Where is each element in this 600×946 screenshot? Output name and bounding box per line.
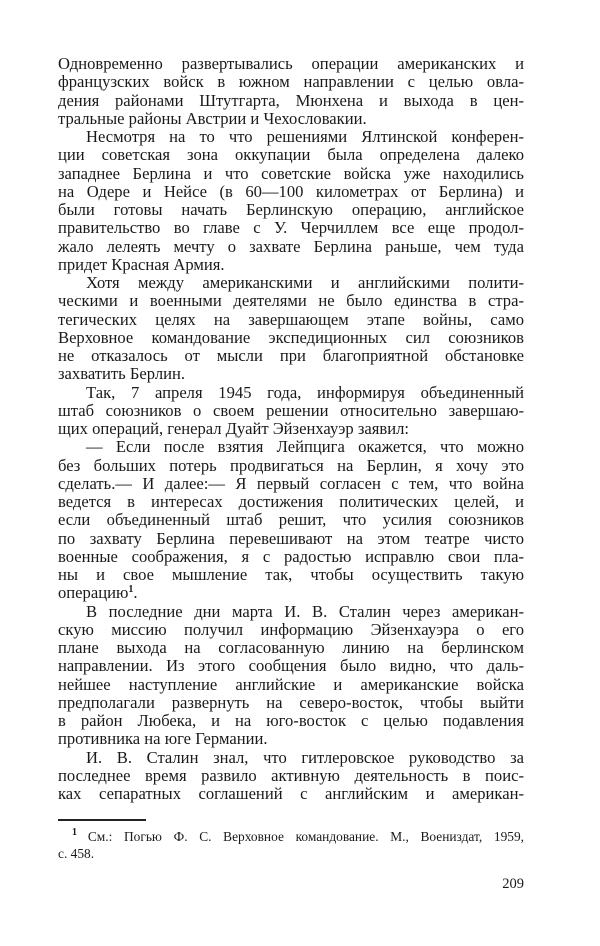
body-text xyxy=(58,55,524,803)
footnote-text: с. 458. xyxy=(58,845,95,861)
text-line xyxy=(58,365,524,383)
text-line xyxy=(58,311,524,329)
line-text: захватить Берлин. xyxy=(58,364,186,384)
line-text: тральные районы Австрии и Чехословакии. xyxy=(58,108,367,128)
text-line xyxy=(58,621,524,639)
footnote-marker: 1 xyxy=(72,827,88,838)
paragraph xyxy=(58,274,524,384)
line-text: нейшее наступление английские и американские войска xyxy=(58,674,524,694)
line-text: ках сепаратных соглашений с английским и американ- xyxy=(58,784,524,803)
sentence-end: . xyxy=(133,583,138,603)
text-line xyxy=(58,767,524,785)
text-line xyxy=(58,749,524,767)
paragraph xyxy=(58,55,524,128)
line-text: без больших потерь продвигаться на Берлин, я хочу это xyxy=(58,455,524,475)
text-line xyxy=(58,292,524,310)
text-line xyxy=(58,110,524,128)
line-text: — Если после взятия Лейпцига окажется, что можно xyxy=(86,437,524,457)
line-text: последнее время развило активную деятельность в поис- xyxy=(58,765,524,785)
line-text: В последние дни марта И. В. Сталин через американ- xyxy=(86,601,524,621)
line-text: дения районами Штутгарта, Мюнхена и выхода в цен- xyxy=(58,90,524,110)
text-line xyxy=(58,238,524,256)
text-line xyxy=(58,92,524,110)
text-line xyxy=(58,329,524,347)
line-text: направлении. Из этого сообщения было видно, что даль- xyxy=(58,656,524,676)
line-text: на Одере и Нейсе (в 60—100 километрах от Берлина) и xyxy=(58,181,524,201)
text-line xyxy=(58,438,524,456)
footnote-line xyxy=(58,846,524,863)
text-line xyxy=(58,712,524,730)
text-line xyxy=(58,493,524,511)
line-text: жало лелеять мечту о захвате Берлина раньше, чем туда xyxy=(58,236,524,256)
line-text: Верховное командование экспедиционных сил союзников xyxy=(58,327,524,347)
text-line xyxy=(58,457,524,475)
text-line xyxy=(58,566,524,584)
footnote-divider xyxy=(58,819,146,821)
footnote-text: См.: Погью Ф. С. Верховное командование. М., Воениздат, 1959, xyxy=(87,829,525,844)
page-number: 209 xyxy=(502,876,524,892)
line-text: правительство во главе с У. Черчиллем все еще продол- xyxy=(58,218,524,238)
line-text: ны и свое мышление так, чтобы осуществить такую xyxy=(58,565,524,584)
line-text: скую миссию получил информацию Эйзенхауэра о его xyxy=(58,619,524,639)
line-text: щих операций, генерал Дуайт Эйзенхауэр заявил: xyxy=(58,419,409,438)
text-line xyxy=(58,128,524,146)
line-text: если объединенный штаб решит, что усилия союзников xyxy=(58,510,524,530)
line-text: французских войск в южном направлении с целью овла- xyxy=(58,72,524,92)
text-line xyxy=(58,548,524,566)
footnote-reference[interactable]: 1 xyxy=(128,584,134,596)
line-text: военные соображения, я с радостью исправлю свои пла- xyxy=(58,546,524,566)
text-line xyxy=(58,219,524,237)
text-line xyxy=(58,274,524,292)
paragraph xyxy=(58,438,524,602)
paragraph xyxy=(58,128,524,274)
text-line xyxy=(58,530,524,548)
footnote xyxy=(58,829,524,862)
text-line xyxy=(58,584,524,602)
text-line xyxy=(58,420,524,438)
text-line xyxy=(58,511,524,529)
footnote-line xyxy=(58,829,524,846)
line-text: предполагали развернуть на северо-восток, чтобы выйти xyxy=(58,692,524,712)
line-text: тегических целях на завершающем этапе войны, само xyxy=(58,309,524,329)
line-text: в район Любека, и на юго-восток с целью подавления xyxy=(58,711,524,730)
line-text: по захвату Берлина перевешивают на этом театре чисто xyxy=(58,528,524,548)
text-line xyxy=(58,146,524,164)
paragraph xyxy=(58,603,524,749)
paragraph xyxy=(58,749,524,804)
text-line xyxy=(58,402,524,420)
text-line xyxy=(58,603,524,621)
text-line xyxy=(58,730,524,748)
line-text: Несмотря на то что решениями Ялтинской конферен- xyxy=(86,127,524,146)
text-line xyxy=(58,165,524,183)
line-text: операцию xyxy=(58,583,129,603)
text-line xyxy=(58,475,524,493)
line-text: были готовы начать Берлинскую операцию, английское xyxy=(58,200,524,219)
line-text: И. В. Сталин знал, что гитлеровское руководство за xyxy=(86,747,524,767)
line-text: ческими и военными деятелями не было единства в стра- xyxy=(58,291,524,311)
line-text: сделать.— И далее:— Я первый согласен с тем, что война xyxy=(58,473,524,493)
line-text: противника на юге Германии. xyxy=(58,729,268,749)
text-line xyxy=(58,639,524,657)
line-text: Одновременно развертывались операции американских и xyxy=(58,54,524,73)
text-line xyxy=(58,657,524,675)
text-line xyxy=(58,384,524,402)
line-text: западнее Берлина и что советские войска уже находились xyxy=(58,163,524,183)
text-line xyxy=(58,676,524,694)
text-line xyxy=(58,256,524,274)
text-line xyxy=(58,785,524,803)
text-line xyxy=(58,347,524,365)
line-text: плане выхода на согласованную линию на берлинском xyxy=(58,638,524,657)
line-text: Так, 7 апреля 1945 года, информируя объединенный xyxy=(86,382,524,402)
text-line xyxy=(58,201,524,219)
line-text: ведется в интересах достижения политических целей, и xyxy=(58,492,524,511)
text-line xyxy=(58,73,524,91)
text-line xyxy=(58,694,524,712)
text-line xyxy=(58,55,524,73)
line-text: Хотя между американскими и английскими полити- xyxy=(86,273,524,292)
line-text: ции советская зона оккупации была определена далеко xyxy=(58,145,524,165)
line-text: штаб союзников о своем решении относительно завершаю- xyxy=(58,400,524,420)
text-line xyxy=(58,183,524,201)
line-text: придет Красная Армия. xyxy=(58,254,225,274)
line-text: не отказалось от мысли при благоприятной обстановке xyxy=(58,346,524,365)
paragraph xyxy=(58,384,524,439)
